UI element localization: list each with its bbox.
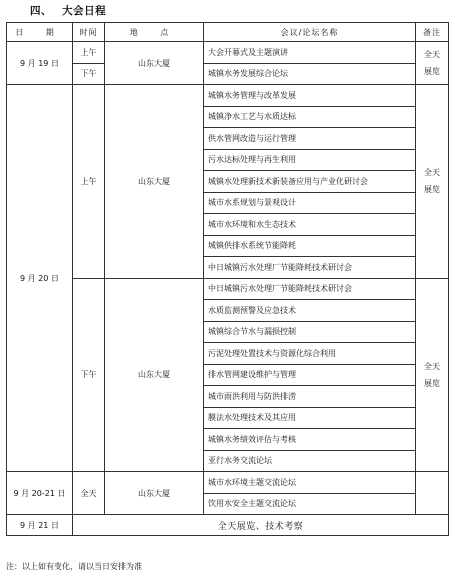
note-cell <box>416 85 449 279</box>
meeting-cell: 城镇净水工艺与水质达标 <box>204 106 416 128</box>
place-cell: 山东大厦 <box>105 278 204 472</box>
table-header-row <box>7 23 449 42</box>
table-row <box>7 42 449 64</box>
table-row <box>7 278 449 300</box>
header-note: 备注 <box>416 23 449 42</box>
meeting-cell: 城市水环境和水生态技术 <box>204 214 416 236</box>
meeting-cell: 排水管网建设维护与管理 <box>204 364 416 386</box>
meeting-cell: 饮用水安全主题交流论坛 <box>204 493 416 515</box>
meeting-cell: 膜法水处理技术及其应用 <box>204 407 416 429</box>
place-cell: 山东大厦 <box>105 472 204 515</box>
table-row <box>7 515 449 536</box>
place-cell: 山东大厦 <box>105 42 204 85</box>
note-line: 展览 <box>424 378 440 388</box>
note-line: 全天 <box>424 50 440 59</box>
meeting-cell: 城镇供排水系统节能降耗 <box>204 235 416 257</box>
meeting-cell: 城镇综合节水与漏损控制 <box>204 321 416 343</box>
header-date: 日 期 <box>7 23 73 42</box>
meeting-cell: 城镇水务管理与改革发展 <box>204 85 416 107</box>
table-row <box>7 63 449 85</box>
meeting-cell: 亚行水务交流论坛 <box>204 450 416 472</box>
note-line: 全天 <box>424 168 440 178</box>
note-cell <box>416 42 449 85</box>
note-line: 展览 <box>424 185 440 195</box>
time-cell: 下午 <box>73 63 105 85</box>
time-cell: 全天 <box>73 472 105 515</box>
time-cell: 上午 <box>73 85 105 279</box>
meeting-cell: 城镇水务绩效评估与考核 <box>204 429 416 451</box>
place-cell: 山东大厦 <box>105 85 204 279</box>
meeting-cell: 污泥处理处置技术与资源化综合利用 <box>204 343 416 365</box>
meeting-cell: 污水达标处理与再生利用 <box>204 149 416 171</box>
section-heading <box>30 3 106 18</box>
note-line: 展览 <box>424 67 440 76</box>
header-meeting: 会议/论坛名称 <box>204 23 416 42</box>
meeting-cell: 中日城镇污水处理厂节能降耗技术研讨会 <box>204 278 416 300</box>
date-cell: 9 月 21 日 <box>7 515 73 536</box>
meeting-cell: 城镇水务发展综合论坛 <box>204 63 416 85</box>
meeting-cell: 城镇水处理新技术新装备应用与产业化研讨会 <box>204 171 416 193</box>
footnote: 注：以上如有变化，请以当日安排为准 <box>6 562 142 571</box>
meeting-cell: 中日城镇污水处理厂节能降耗技术研讨会 <box>204 257 416 279</box>
meeting-cell: 大会开幕式及主题演讲 <box>204 42 416 64</box>
table-row <box>7 85 449 107</box>
section-title: 大会日程 <box>62 5 107 17</box>
header-place: 地 点 <box>105 23 204 42</box>
header-time: 时间 <box>73 23 105 42</box>
summary-cell: 全天展览、技术考察 <box>73 515 449 536</box>
table-row <box>7 472 449 494</box>
date-cell: 9 月 20-21 日 <box>7 472 73 515</box>
time-cell: 下午 <box>73 278 105 472</box>
note-cell <box>416 278 449 472</box>
schedule-table <box>6 22 449 536</box>
meeting-cell: 城市水环境主题交流论坛 <box>204 472 416 494</box>
section-number: 四、 <box>30 5 52 17</box>
date-cell: 9 月 19 日 <box>7 42 73 85</box>
note-cell <box>416 472 449 515</box>
meeting-cell: 城市水系规划与景观设计 <box>204 192 416 214</box>
note-line: 全天 <box>424 361 440 371</box>
date-cell: 9 月 20 日 <box>7 85 73 472</box>
meeting-cell: 水质监测预警及应急技术 <box>204 300 416 322</box>
time-cell: 上午 <box>73 42 105 64</box>
meeting-cell: 城市雨洪利用与防洪排涝 <box>204 386 416 408</box>
meeting-cell: 供水管网改造与运行管理 <box>204 128 416 150</box>
